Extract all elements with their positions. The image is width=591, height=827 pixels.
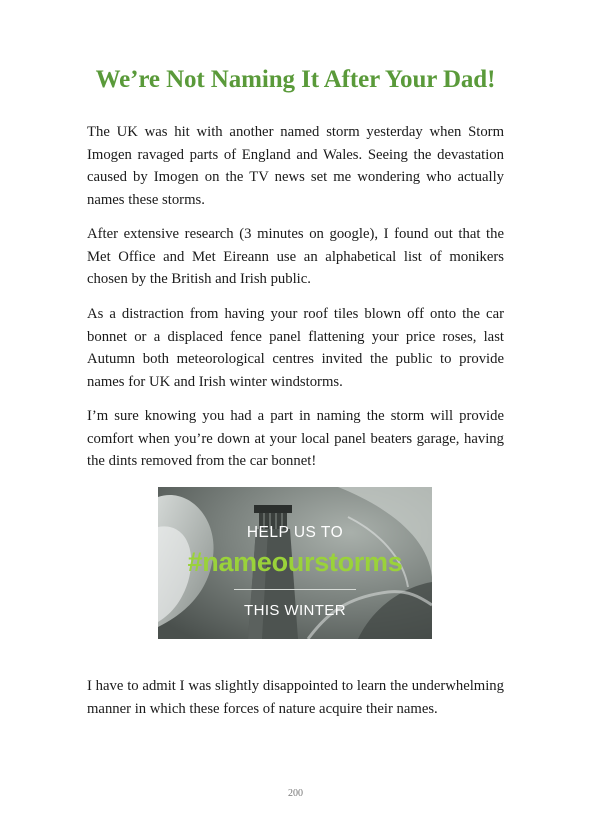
paragraph-3: As a distraction from having your roof tiles blown off onto the car bonnet or a displaced fence panel flattening your price roses, last Autumn both meteorological centres invited the public to provide names for UK and Irish winter windstorms. <box>87 306 504 390</box>
paragraph-5: I have to admit I was slightly disappointed to learn the underwhelming manner in which these forces of nature acquire their names. <box>87 678 504 717</box>
image-caption-line1: HELP US TO <box>246 524 344 541</box>
image-hashtag: #nameourstorms <box>187 547 403 577</box>
paragraph-1: The UK was hit with another named storm yesterday when Storm Imogen ravaged parts of England and Wales. Seeing the devastation caused by Imogen on the TV news set me wondering who actually names these storms. <box>87 124 504 208</box>
paragraph-2: After extensive research (3 minutes on google), I found out that the Met Office and Met Eireann use an alphabetical list of monikers chosen by the British and Irish public. <box>87 226 504 287</box>
paragraph-4: I’m sure knowing you had a part in naming the storm will provide comfort when you’re down at your local panel beaters garage, having the dints removed from the car bonnet! <box>87 408 504 469</box>
page-title: We’re Not Naming It After Your Dad! <box>95 66 496 93</box>
image-divider <box>234 589 356 590</box>
name-our-storms-image <box>158 487 432 639</box>
image-caption-line3: THIS WINTER <box>244 602 346 619</box>
page-number: 200 <box>288 788 303 799</box>
